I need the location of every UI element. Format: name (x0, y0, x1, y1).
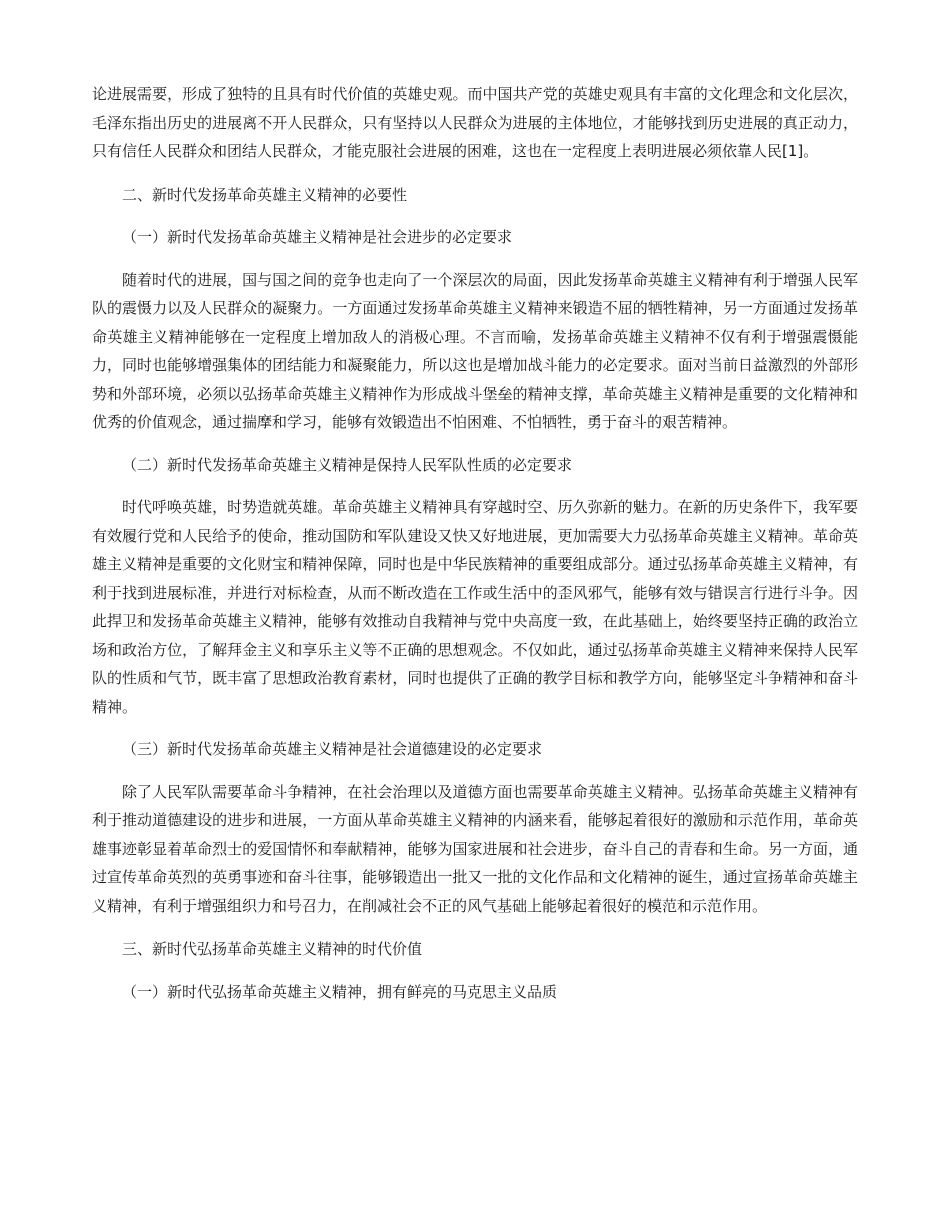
section-heading-2: 二、新时代发扬革命英雄主义精神的必要性 (122, 185, 408, 204)
paragraph-2-2: 时代呼唤英雄，时势造就英雄。革命英雄主义精神具有穿越时空、历久弥新的魅力。在新的历史条件下，我军要有效履行党和人民给予的使命，推动国防和军队建设又快又好地进展，更加需要大力弘扬革命英雄主义精神。革命英雄主义精神是重要的文化财宝和精神保障，同时也是中华民族精神的重要组成部分。通过弘扬革命英雄主义精神，有利于找到进展标准，并进行对标检查，从而不断改造在工作或生活中的歪风邪气，能够有效与错误言行进行斗争。因此捍卫和发扬革命英雄主义精神，能够有效推动自我精神与党中央高度一致，在此基础上，始终要坚持正确的政治立场和政治方位，了解拜金主义和享乐主义等不正确的思想观念。不仅如此，通过弘扬革命英雄主义精神来保持人民军队的性质和气节，既丰富了思想政治教育素材，同时也提供了正确的教学目标和教学方向，能够坚定斗争精神和奋斗精神。 (92, 498, 858, 716)
section-heading-3: 三、新时代弘扬革命英雄主义精神的时代价值 (122, 940, 423, 958)
subsection-heading-3-1: （一）新时代弘扬革命英雄主义精神，拥有鲜亮的马克思主义品质 (122, 982, 558, 1001)
document-page (92, 80, 858, 1006)
paragraph-intro-continued: 论进展需要，形成了独特的且具有时代价值的英雄史观。而中国共产党的英雄史观具有丰富的文化理念和文化层次，毛泽东指出历史的进展离不开人民群众，只有坚持以人民群众为进展的主体地位，才能够找到历史进展的真正动力，只有信任人民群众和团结人民群众，才能克服社会进展的困难，这也在一定程度上表明进展必须依靠人民[1]。 (92, 85, 858, 160)
paragraph-2-3: 除了人民军队需要革命斗争精神，在社会治理以及道德方面也需要革命英雄主义精神。弘扬革命英雄主义精神有利于推动道德建设的进步和进展，一方面从革命英雄主义精神的内涵来看，能够起着很好的激励和示范作用，革命英雄事迹彰显着革命烈士的爱国情怀和奉献精神，能够为国家进展和社会进步，奋斗自己的青春和生命。另一方面，通过宣传革命英烈的英勇事迹和奋斗往事，能够锻造出一批又一批的文化作品和文化精神的诞生，通过宣扬革命英雄主义精神，有利于增强组织力和号召力，在削减社会不正的风气基础上能够起着很好的模范和示范作用。 (92, 782, 858, 915)
subsection-heading-2-1: （一）新时代发扬革命英雄主义精神是社会进步的必定要求 (122, 228, 513, 246)
paragraph-2-1: 随着时代的进展，国与国之间的竞争也走向了一个深层次的局面，因此发扬革命英雄主义精神有利于增强人民军队的震慑力以及人民群众的凝聚力。一方面通过发扬革命英雄主义精神来锻造不屈的牺牲精神，另一方面通过发扬革命英雄主义精神能够在一定程度上增加敌人的消极心理。不言而喻，发扬革命英雄主义精神不仅有利于增强震慑能力，同时也能够增强集体的团结能力和凝聚能力，所以这也是增加战斗能力的必定要求。面对当前日益激烈的外部形势和外部环境，必须以弘扬革命英雄主义精神作为形成战斗堡垒的精神支撑，革命英雄主义精神是重要的文化精神和优秀的价值观念，通过揣摩和学习，能够有效锻造出不怕困难、不怕牺牲，勇于奋斗的艰苦精神。 (92, 270, 858, 431)
subsection-heading-2-2: （二）新时代发扬革命英雄主义精神是保持人民军队性质的必定要求 (122, 455, 573, 474)
subsection-heading-2-3: （三）新时代发扬革命英雄主义精神是社会道德建设的必定要求 (122, 740, 543, 758)
